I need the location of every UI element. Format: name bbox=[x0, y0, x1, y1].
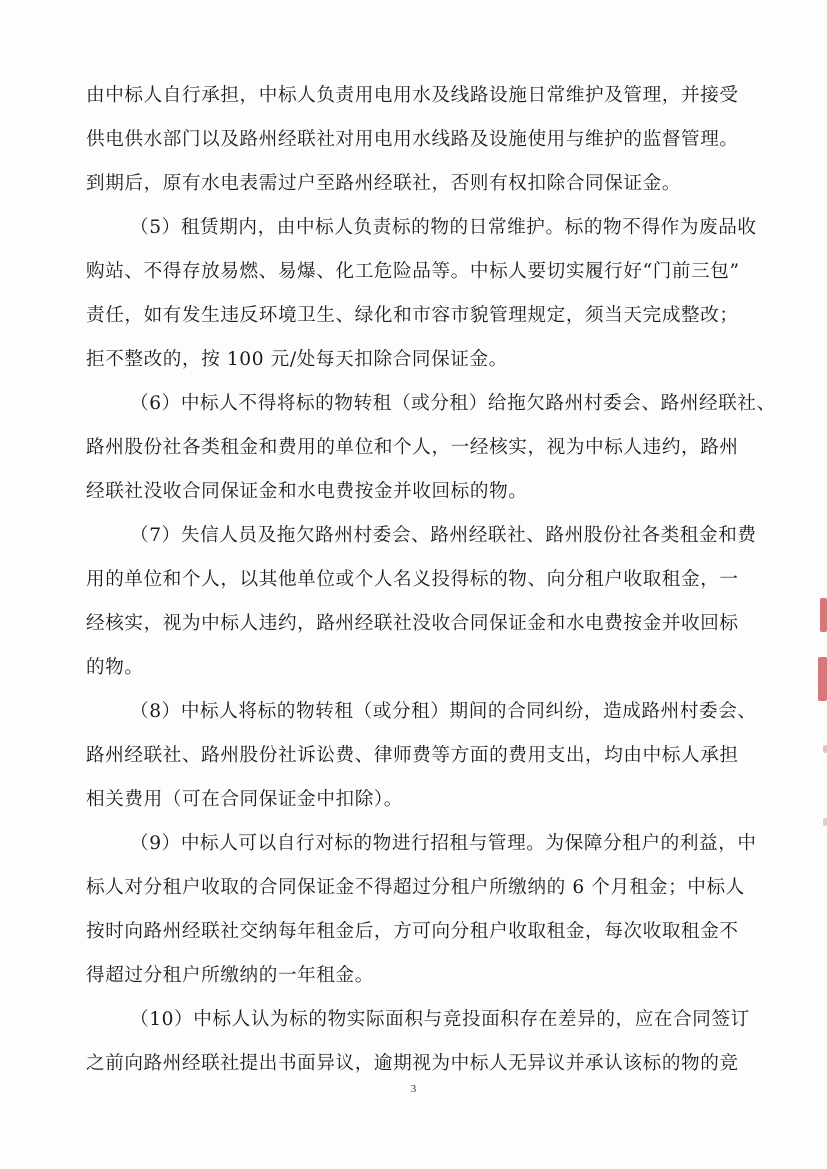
seal-stamp-fragment bbox=[823, 818, 827, 826]
text-line: 路州经联社、路州股份社诉讼费、律师费等方面的费用支出，均由中标人承担 bbox=[86, 745, 739, 766]
text-line: 到期后，原有水电表需过户至路州经联社，否则有权扣除合同保证金。 bbox=[86, 173, 682, 194]
paragraph-9-start: （9）中标人可以自行对标的物进行招租与管理。为保障分租户的利益，中 bbox=[130, 833, 757, 854]
text-line: 路州股份社各类租金和费用的单位和个人，一经核实，视为中标人违约，路州 bbox=[86, 437, 739, 458]
paragraph-5-start: （5）租赁期内，由中标人负责标的物的日常维护。标的物不得作为废品收 bbox=[130, 217, 757, 238]
text-line: 相关费用（可在合同保证金中扣除）。 bbox=[86, 789, 403, 810]
text-line: 经联社没收合同保证金和水电费按金并收回标的物。 bbox=[86, 481, 528, 502]
seal-stamp-fragment bbox=[823, 745, 827, 753]
paragraph-7-start: （7）失信人员及拖欠路州村委会、路州经联社、路州股份社各类租金和费 bbox=[130, 525, 757, 546]
text-line: 标人对分租户收取的合同保证金不得超过分租户所缴纳的 6 个月租金；中标人 bbox=[86, 877, 745, 898]
paragraph-8-start: （8）中标人将标的物转租（或分租）期间的合同纠纷，造成路州村委会、 bbox=[130, 701, 757, 722]
text-line: 之前向路州经联社提出书面异议，逾期视为中标人无异议并承认该标的物的竞 bbox=[86, 1053, 739, 1074]
seal-stamp-fragment bbox=[820, 598, 827, 632]
text-line: 由中标人自行承担，中标人负责用电用水及线路设施日常维护及管理，并接受 bbox=[86, 85, 739, 106]
seal-stamp-fragment bbox=[818, 657, 827, 701]
text-line: 责任，如有发生违反环境卫生、绿化和市容市貌管理规定，须当天完成整改； bbox=[86, 305, 739, 326]
text-line: 购站、不得存放易燃、易爆、化工危险品等。中标人要切实履行好“门前三包” bbox=[86, 261, 740, 282]
text-line: 用的单位和个人，以其他单位或个人名义投得标的物、向分租户收取租金，一 bbox=[86, 569, 739, 590]
page-number: 3 bbox=[410, 1083, 417, 1095]
text-line: 拒不整改的，按 100 元/处每天扣除合同保证金。 bbox=[86, 349, 508, 370]
paragraph-6-start: （6）中标人不得将标的物转租（或分租）给拖欠路州村委会、路州经联社、 bbox=[130, 393, 776, 414]
text-line: 经核实，视为中标人违约，路州经联社没收合同保证金和水电费按金并收回标 bbox=[86, 613, 739, 634]
paragraph-10-start: （10）中标人认为标的物实际面积与竞投面积存在差异的，应在合同签订 bbox=[130, 1009, 750, 1030]
text-line: 供电供水部门以及路州经联社对用电用水线路及设施使用与维护的监督管理。 bbox=[86, 129, 739, 150]
text-line: 得超过分租户所缴纳的一年租金。 bbox=[86, 965, 374, 986]
text-line: 的物。 bbox=[86, 657, 144, 678]
text-line: 按时向路州经联社交纳每年租金后，方可向分租户收取租金，每次收取租金不 bbox=[86, 921, 739, 942]
